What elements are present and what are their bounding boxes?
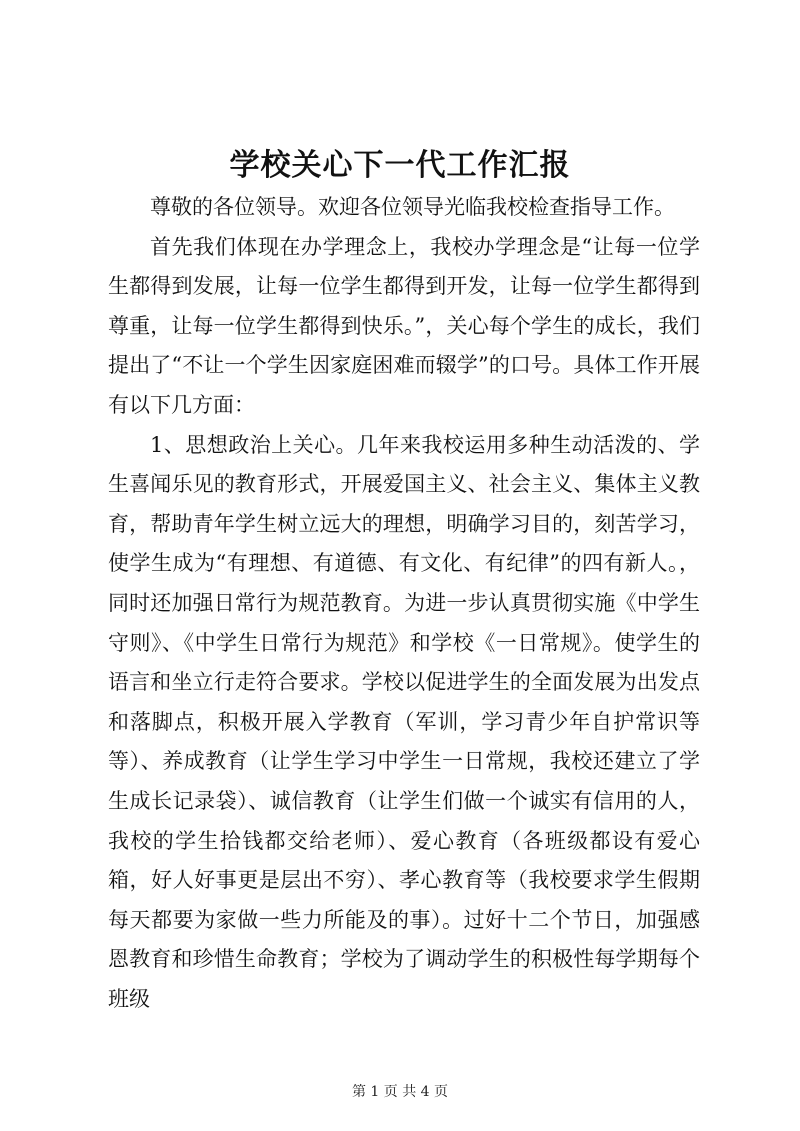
page-footer: 第 1 页 共 4 页: [351, 1084, 449, 1100]
paragraph-political-care: 1、思想政治上关心。几年来我校运用多种生动活泼的、学生喜闻乐见的教育形式，开展爱国主义、社会主义、集体主义教育，帮助青年学生树立远大的理想，明确学习目的，刻苦学习，使学生成为“有理想、有道德、有文化、有纪律”的四有新人。，同时还加强日常行为规范教育。为进一步认真贯彻实施《中学生守则》、《中学生日常行为规范》和学校《一日常规》。使学生的语言和坐立行走符合要求。学校以促进学生的全面发展为出发点和落脚点，积极开展入学教育（军训，学习青少年自护常识等等）、养成教育（让学生学习中学生一日常规，我校还建立了学生成长记录袋）、诚信教育（让学生们做一个诚实有信用的人，我校的学生拾钱都交给老师）、爱心教育（各班级都设有爱心箱，好人好事更是层出不穷）、孝心教育等（我校要求学生假期每天都要为家做一些力所能及的事）。过好十二个节日，加强感恩教育和珍惜生命教育；学校为了调动学生的积极性每学期每个班级: [108, 432, 700, 1011]
paragraph-greeting: 尊敬的各位领导。欢迎各位领导光临我校检查指导工作。: [150, 195, 675, 219]
document-title: 学校关心下一代工作汇报: [229, 148, 571, 183]
document-body: [108, 188, 700, 1019]
paragraph-philosophy: 首先我们体现在办学理念上，我校办学理念是“让每一位学生都得到发展，让每一位学生都得到开发，让每一位学生都得到尊重，让每一位学生都得到快乐。”，关心每个学生的成长，我们提出了“不让一个学生因家庭困难而辍学”的口号。具体工作开展有以下几方面：: [108, 234, 700, 417]
